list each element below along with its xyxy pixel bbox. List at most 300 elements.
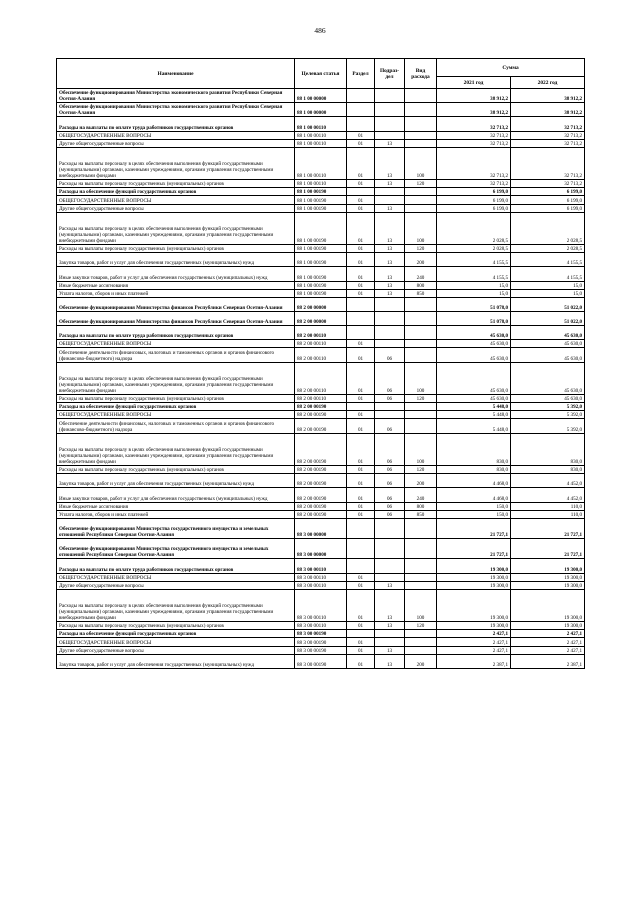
row-target-code: 88 1 00 00110: [295, 147, 347, 180]
row-sum-2022: 32 713,2: [511, 147, 585, 180]
row-sum-2022: 45 630,0: [511, 362, 585, 395]
row-subsection: [375, 103, 405, 117]
row-name: Другие общегосударственные вопросы: [57, 581, 295, 589]
row-subsection: [375, 539, 405, 559]
row-sum-2021: 19 300,0: [437, 559, 511, 573]
row-sum-2021: 19 300,0: [437, 573, 511, 581]
row-subsection: 13: [375, 253, 405, 267]
row-expense-type: 100: [405, 212, 437, 245]
row-section: 01: [347, 139, 375, 147]
row-sum-2021: 19 300,0: [437, 622, 511, 630]
row-expense-type: 800: [405, 281, 437, 289]
row-name: Закупка товаров, работ и услуг для обеспечения государственных (муниципальных) нужд: [57, 474, 295, 488]
row-expense-type: [405, 103, 437, 117]
row-expense-type: 800: [405, 502, 437, 510]
row-name: Обеспечение деятельности финансовых, налоговых и таможенных органов и органов финансового (финансово-бюджетного) надзора: [57, 419, 295, 433]
table-row: [57, 539, 585, 559]
row-name: Расходы на обеспечение функций государственных органов: [57, 188, 295, 196]
row-subsection: [375, 117, 405, 131]
row-target-code: 88 2 00 00000: [295, 297, 347, 311]
row-name: Расходы на обеспечение функций государственных органов: [57, 403, 295, 411]
row-target-code: 88 2 00 00190: [295, 433, 347, 466]
row-expense-type: [405, 630, 437, 638]
row-subsection: 06: [375, 348, 405, 362]
table-row: [57, 466, 585, 474]
row-sum-2021: 45 630,0: [437, 326, 511, 340]
row-sum-2022: 4 452,0: [511, 488, 585, 502]
row-target-code: 88 1 00 00000: [295, 103, 347, 117]
row-sum-2022: 830,0: [511, 466, 585, 474]
row-subsection: 13: [375, 245, 405, 253]
row-sum-2022: 5 392,0: [511, 419, 585, 433]
row-subsection: 06: [375, 474, 405, 488]
row-sum-2022: 32 713,2: [511, 131, 585, 139]
row-target-code: 88 3 00 00110: [295, 622, 347, 630]
row-target-code: 88 1 00 00110: [295, 139, 347, 147]
row-target-code: 88 1 00 00190: [295, 267, 347, 281]
table-body: [57, 89, 585, 669]
row-name: Расходы на выплаты персоналу в целях обеспечения выполнения функций государственными (муниципальными) органами, казенными учреждениями, органами управления государственными внебюджетными фондами: [57, 362, 295, 395]
table-row: [57, 188, 585, 196]
row-target-code: 88 2 00 00110: [295, 362, 347, 395]
row-subsection: [375, 188, 405, 196]
row-expense-type: [405, 559, 437, 573]
row-subsection: 13: [375, 646, 405, 654]
table-row: [57, 581, 585, 589]
row-target-code: 88 1 00 00110: [295, 117, 347, 131]
row-name: Расходы на выплаты персоналу в целях обеспечения выполнения функций государственными (муниципальными) органами, казенными учреждениями, органами управления государственными внебюджетными фондами: [57, 589, 295, 622]
table-row: [57, 340, 585, 348]
row-name: Расходы на выплаты персоналу государственных (муниципальных) органов: [57, 622, 295, 630]
table-row: [57, 204, 585, 212]
table-row: [57, 147, 585, 180]
row-expense-type: 100: [405, 362, 437, 395]
table-row: [57, 131, 585, 139]
row-sum-2022: 6 199,0: [511, 204, 585, 212]
row-expense-type: 120: [405, 180, 437, 188]
row-name: Иные закупки товаров, работ и услуг для обеспечения государственных (муниципальных) нужд: [57, 488, 295, 502]
row-section: [347, 89, 375, 103]
row-sum-2022: 51 022,0: [511, 297, 585, 311]
table-row: [57, 646, 585, 654]
row-sum-2022: 4 155,5: [511, 267, 585, 281]
row-subsection: [375, 403, 405, 411]
row-section: 01: [347, 289, 375, 297]
row-expense-type: [405, 188, 437, 196]
row-sum-2021: 32 713,2: [437, 147, 511, 180]
row-name: ОБЩЕГОСУДАРСТВЕННЫЕ ВОПРОСЫ: [57, 638, 295, 646]
row-sum-2022: 6 199,0: [511, 196, 585, 204]
row-section: 01: [347, 419, 375, 433]
row-expense-type: 120: [405, 395, 437, 403]
table-row: [57, 267, 585, 281]
row-sum-2021: 15,0: [437, 289, 511, 297]
row-section: [347, 311, 375, 325]
row-sum-2021: 45 630,0: [437, 395, 511, 403]
row-name: Расходы на выплаты персоналу в целях обеспечения выполнения функций государственными (муниципальными) органами, казенными учреждениями, органами управления государственными внебюджетными фондами: [57, 212, 295, 245]
row-sum-2022: 21 727,1: [511, 518, 585, 538]
row-expense-type: 200: [405, 654, 437, 668]
row-sum-2021: 19 300,0: [437, 589, 511, 622]
row-subsection: 06: [375, 395, 405, 403]
row-section: 01: [347, 589, 375, 622]
row-sum-2021: 830,0: [437, 433, 511, 466]
header-section: Раздел: [347, 59, 375, 89]
header-expense-type: Вид расхода: [405, 59, 437, 89]
row-expense-type: [405, 311, 437, 325]
row-subsection: [375, 573, 405, 581]
row-sum-2021: 6 199,0: [437, 204, 511, 212]
row-target-code: 88 1 00 00190: [295, 212, 347, 245]
row-expense-type: [405, 89, 437, 103]
row-sum-2021: 5 448,0: [437, 403, 511, 411]
row-section: 01: [347, 581, 375, 589]
row-subsection: 13: [375, 654, 405, 668]
row-sum-2022: 15,0: [511, 281, 585, 289]
row-sum-2022: 2 028,5: [511, 212, 585, 245]
row-expense-type: 120: [405, 466, 437, 474]
row-sum-2022: 32 713,2: [511, 117, 585, 131]
row-sum-2022: 2 387,1: [511, 654, 585, 668]
row-subsection: [375, 340, 405, 348]
table-row: [57, 362, 585, 395]
row-sum-2022: 19 300,0: [511, 622, 585, 630]
row-target-code: 88 1 00 00110: [295, 180, 347, 188]
row-section: 01: [347, 411, 375, 419]
row-name: Обеспечение функционирования Министерства финансов Республики Северная Осетия-Алания: [57, 311, 295, 325]
row-expense-type: [405, 340, 437, 348]
row-section: 01: [347, 253, 375, 267]
row-expense-type: [405, 204, 437, 212]
row-target-code: 88 1 00 00190: [295, 253, 347, 267]
row-name: ОБЩЕГОСУДАРСТВЕННЫЕ ВОПРОСЫ: [57, 573, 295, 581]
header-sum: Сумма: [437, 59, 585, 77]
row-section: 01: [347, 131, 375, 139]
row-target-code: 88 2 00 00110: [295, 326, 347, 340]
row-sum-2021: 38 912,2: [437, 89, 511, 103]
row-section: 01: [347, 196, 375, 204]
table-row: [57, 289, 585, 297]
row-expense-type: [405, 403, 437, 411]
row-subsection: 13: [375, 622, 405, 630]
row-section: 01: [347, 245, 375, 253]
row-name: Расходы на выплаты персоналу в целях обеспечения выполнения функций государственными (муниципальными) органами, казенными учреждениями, органами управления государственными внебюджетными фондами: [57, 433, 295, 466]
row-sum-2021: 6 199,0: [437, 196, 511, 204]
row-subsection: [375, 411, 405, 419]
row-name: Обеспечение функционирования Министерства экономического развития Республики Северная Осетия-Алания: [57, 103, 295, 117]
row-subsection: 06: [375, 510, 405, 518]
budget-table: [56, 58, 585, 669]
table-row: [57, 245, 585, 253]
row-subsection: 13: [375, 589, 405, 622]
row-name: Закупка товаров, работ и услуг для обеспечения государственных (муниципальных) нужд: [57, 253, 295, 267]
row-expense-type: [405, 638, 437, 646]
row-sum-2022: 38 912,2: [511, 103, 585, 117]
row-name: Расходы на выплаты персоналу в целях обеспечения выполнения функций государственными (муниципальными) органами, казенными учреждениями, органами управления государственными внебюджетными фондами: [57, 147, 295, 180]
row-sum-2021: 150,0: [437, 510, 511, 518]
row-subsection: [375, 297, 405, 311]
row-section: [347, 403, 375, 411]
row-target-code: 88 3 00 00190: [295, 654, 347, 668]
row-section: [347, 117, 375, 131]
row-subsection: 13: [375, 281, 405, 289]
row-section: [347, 103, 375, 117]
row-name: Обеспечение функционирования Министерства экономического развития Республики Северная Осетия-Алания: [57, 89, 295, 103]
row-section: 01: [347, 204, 375, 212]
row-expense-type: [405, 419, 437, 433]
table-row: [57, 196, 585, 204]
row-sum-2022: 32 713,2: [511, 139, 585, 147]
row-sum-2022: 51 022,0: [511, 311, 585, 325]
table-row: [57, 103, 585, 117]
row-sum-2022: 38 912,2: [511, 89, 585, 103]
row-sum-2022: 6 199,0: [511, 188, 585, 196]
row-subsection: 13: [375, 139, 405, 147]
row-target-code: 88 3 00 00000: [295, 518, 347, 538]
row-sum-2021: 2 028,5: [437, 212, 511, 245]
row-section: 01: [347, 573, 375, 581]
row-sum-2022: 2 427,1: [511, 630, 585, 638]
row-sum-2022: 15,0: [511, 289, 585, 297]
row-sum-2021: 4 468,0: [437, 488, 511, 502]
table-row: [57, 518, 585, 538]
table-row: [57, 89, 585, 103]
row-sum-2021: 45 630,0: [437, 362, 511, 395]
row-section: 01: [347, 488, 375, 502]
table-row: [57, 433, 585, 466]
row-expense-type: [405, 348, 437, 362]
table-row: [57, 311, 585, 325]
row-sum-2022: 19 300,0: [511, 589, 585, 622]
row-name: Расходы на выплаты персоналу государственных (муниципальных) органов: [57, 395, 295, 403]
row-name: ОБЩЕГОСУДАРСТВЕННЫЕ ВОПРОСЫ: [57, 411, 295, 419]
row-name: Расходы на выплаты по оплате труда работников государственных органов: [57, 559, 295, 573]
row-expense-type: 100: [405, 589, 437, 622]
row-section: 01: [347, 348, 375, 362]
row-section: 01: [347, 502, 375, 510]
row-target-code: 88 1 00 00190: [295, 245, 347, 253]
table-row: [57, 654, 585, 668]
header-subsection: Подраз-дел: [375, 59, 405, 89]
row-expense-type: 120: [405, 245, 437, 253]
table-row: [57, 139, 585, 147]
row-section: 01: [347, 147, 375, 180]
row-name: Расходы на выплаты по оплате труда работников государственных органов: [57, 117, 295, 131]
row-subsection: 06: [375, 362, 405, 395]
row-sum-2021: 2 427,1: [437, 646, 511, 654]
row-section: 01: [347, 510, 375, 518]
row-section: [347, 630, 375, 638]
row-section: 01: [347, 638, 375, 646]
row-sum-2021: 6 199,0: [437, 188, 511, 196]
row-expense-type: [405, 117, 437, 131]
row-target-code: 88 3 00 00000: [295, 539, 347, 559]
row-sum-2022: 110,0: [511, 502, 585, 510]
row-subsection: [375, 311, 405, 325]
row-target-code: 88 2 00 00110: [295, 395, 347, 403]
row-section: [347, 326, 375, 340]
row-sum-2022: 45 630,0: [511, 348, 585, 362]
row-sum-2022: 21 727,1: [511, 539, 585, 559]
row-expense-type: 100: [405, 147, 437, 180]
row-name: ОБЩЕГОСУДАРСТВЕННЫЕ ВОПРОСЫ: [57, 131, 295, 139]
row-subsection: [375, 326, 405, 340]
row-target-code: 88 2 00 00000: [295, 311, 347, 325]
table-row: [57, 281, 585, 289]
row-sum-2022: 2 427,1: [511, 638, 585, 646]
row-sum-2021: 32 713,2: [437, 139, 511, 147]
row-sum-2021: 4 155,5: [437, 267, 511, 281]
row-name: Обеспечение функционирования Министерства финансов Республики Северная Осетия-Алания: [57, 297, 295, 311]
row-expense-type: 120: [405, 622, 437, 630]
row-expense-type: [405, 131, 437, 139]
row-expense-type: 850: [405, 289, 437, 297]
row-subsection: 13: [375, 147, 405, 180]
row-sum-2021: 2 427,1: [437, 630, 511, 638]
row-target-code: 88 2 00 00190: [295, 411, 347, 419]
row-subsection: [375, 196, 405, 204]
row-name: Другие общегосударственные вопросы: [57, 204, 295, 212]
row-expense-type: [405, 518, 437, 538]
row-subsection: [375, 630, 405, 638]
row-name: Уплата налогов, сборов и иных платежей: [57, 289, 295, 297]
row-name: Расходы на выплаты персоналу государственных (муниципальных) органов: [57, 180, 295, 188]
row-target-code: 88 2 00 00190: [295, 510, 347, 518]
row-sum-2022: 45 630,0: [511, 340, 585, 348]
row-target-code: 88 1 00 00190: [295, 196, 347, 204]
row-sum-2021: 2 427,1: [437, 638, 511, 646]
row-subsection: 06: [375, 466, 405, 474]
row-section: 01: [347, 267, 375, 281]
header-year-2021: 2021 год: [437, 77, 511, 89]
row-expense-type: [405, 539, 437, 559]
row-sum-2021: 45 630,0: [437, 340, 511, 348]
row-sum-2022: 19 300,0: [511, 559, 585, 573]
table-row: [57, 297, 585, 311]
row-sum-2021: 830,0: [437, 466, 511, 474]
row-expense-type: [405, 297, 437, 311]
row-name: Закупка товаров, работ и услуг для обеспечения государственных (муниципальных) нужд: [57, 654, 295, 668]
row-name: Иные закупки товаров, работ и услуг для обеспечения государственных (муниципальных) нужд: [57, 267, 295, 281]
row-sum-2021: 32 713,2: [437, 131, 511, 139]
row-subsection: [375, 518, 405, 538]
row-sum-2022: 4 452,0: [511, 474, 585, 488]
row-target-code: 88 3 00 00110: [295, 581, 347, 589]
row-subsection: 06: [375, 433, 405, 466]
row-subsection: 06: [375, 419, 405, 433]
row-target-code: 88 2 00 00190: [295, 488, 347, 502]
table-row: [57, 180, 585, 188]
table-row: [57, 348, 585, 362]
row-expense-type: [405, 411, 437, 419]
row-sum-2021: 15,0: [437, 281, 511, 289]
row-name: Расходы на выплаты персоналу государственных (муниципальных) органов: [57, 245, 295, 253]
table-row: [57, 630, 585, 638]
row-sum-2021: 32 713,2: [437, 180, 511, 188]
row-subsection: 13: [375, 267, 405, 281]
row-name: Расходы на выплаты по оплате труда работников государственных органов: [57, 326, 295, 340]
row-section: [347, 539, 375, 559]
row-sum-2021: 21 727,1: [437, 518, 511, 538]
row-subsection: [375, 638, 405, 646]
row-name: Обеспечение функционирования Министерства государственного имущества и земельных отношений Республики Северная Осетия-Алания: [57, 518, 295, 538]
row-name: ОБЩЕГОСУДАРСТВЕННЫЕ ВОПРОСЫ: [57, 196, 295, 204]
row-sum-2022: 19 300,0: [511, 581, 585, 589]
row-expense-type: 240: [405, 267, 437, 281]
table-row: [57, 502, 585, 510]
row-target-code: 88 1 00 00190: [295, 188, 347, 196]
row-target-code: 88 1 00 00190: [295, 204, 347, 212]
row-expense-type: [405, 326, 437, 340]
row-name: Иные бюджетные ассигнования: [57, 502, 295, 510]
table-row: [57, 488, 585, 502]
row-subsection: [375, 559, 405, 573]
row-section: 01: [347, 646, 375, 654]
row-sum-2021: 32 713,2: [437, 117, 511, 131]
row-name: Уплата налогов, сборов и иных платежей: [57, 510, 295, 518]
row-section: 01: [347, 474, 375, 488]
table-row: [57, 403, 585, 411]
row-sum-2022: 5 392,0: [511, 403, 585, 411]
row-target-code: 88 2 00 00190: [295, 466, 347, 474]
row-subsection: 13: [375, 289, 405, 297]
row-subsection: [375, 89, 405, 103]
row-subsection: 13: [375, 581, 405, 589]
row-section: 01: [347, 281, 375, 289]
row-section: 01: [347, 395, 375, 403]
row-sum-2022: 2 028,5: [511, 245, 585, 253]
table-row: [57, 559, 585, 573]
row-sum-2022: 110,0: [511, 510, 585, 518]
row-section: 01: [347, 654, 375, 668]
table-row: [57, 474, 585, 488]
row-name: Расходы на обеспечение функций государственных органов: [57, 630, 295, 638]
row-section: 01: [347, 180, 375, 188]
row-target-code: 88 1 00 00190: [295, 281, 347, 289]
row-expense-type: [405, 573, 437, 581]
row-sum-2021: 45 630,0: [437, 348, 511, 362]
table-row: [57, 638, 585, 646]
row-section: 01: [347, 433, 375, 466]
table-row: [57, 326, 585, 340]
table-row: [57, 510, 585, 518]
row-section: 01: [347, 212, 375, 245]
row-target-code: 88 2 00 00110: [295, 340, 347, 348]
row-expense-type: [405, 139, 437, 147]
row-sum-2022: 4 155,5: [511, 253, 585, 267]
row-section: 01: [347, 622, 375, 630]
table-row: [57, 117, 585, 131]
row-target-code: 88 1 00 00190: [295, 289, 347, 297]
row-sum-2022: 19 300,0: [511, 573, 585, 581]
table-row: [57, 622, 585, 630]
table-row: [57, 589, 585, 622]
table-row: [57, 253, 585, 267]
row-target-code: 88 2 00 00190: [295, 403, 347, 411]
header-year-2022: 2022 год: [511, 77, 585, 89]
row-sum-2022: 830,0: [511, 433, 585, 466]
row-section: [347, 188, 375, 196]
row-section: 01: [347, 466, 375, 474]
row-subsection: 06: [375, 502, 405, 510]
table-row: [57, 411, 585, 419]
row-sum-2021: 5 448,0: [437, 411, 511, 419]
row-sum-2021: 2 028,5: [437, 245, 511, 253]
row-expense-type: 850: [405, 510, 437, 518]
row-name: Расходы на выплаты персоналу государственных (муниципальных) органов: [57, 466, 295, 474]
row-sum-2022: 45 630,0: [511, 326, 585, 340]
row-section: [347, 518, 375, 538]
